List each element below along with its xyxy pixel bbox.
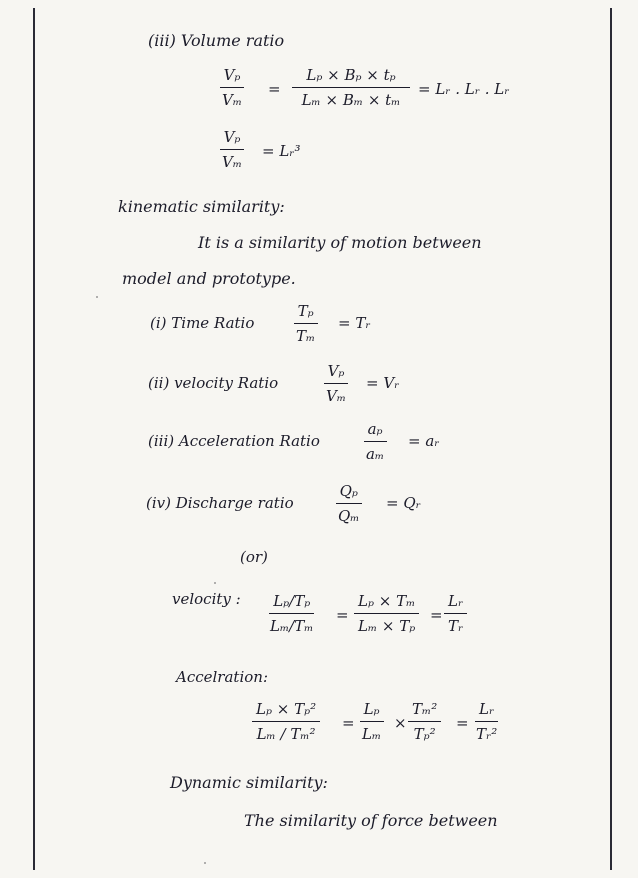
fraction-denominator: Tₘ	[296, 327, 316, 345]
fraction-numerator: Lₚ × Tₘ	[354, 592, 419, 614]
volume-fraction-vp-vm-2	[218, 128, 246, 171]
fraction-denominator: Lₘ × Bₘ × tₘ	[301, 91, 401, 109]
discharge-ratio-result: = Qᵣ	[386, 494, 421, 512]
fraction-numerator: Tₚ	[294, 302, 318, 324]
fraction-denominator: Vₘ	[222, 91, 243, 109]
scan-speck	[214, 582, 216, 584]
or-separator: (or)	[240, 548, 268, 566]
volume-fraction-vp-vm	[218, 66, 246, 109]
acceleration-alt-fraction-4	[472, 700, 501, 743]
fraction-denominator: Lₘ / Tₘ²	[256, 725, 316, 743]
kinematic-similarity-heading: kinematic similarity:	[118, 197, 285, 216]
acceleration-alt-fraction-2	[358, 700, 385, 743]
acceleration-alt-label: Accelration:	[176, 668, 268, 686]
fraction-numerator: Vₚ	[324, 362, 349, 384]
acceleration-ratio-result: = aᵣ	[408, 432, 440, 450]
equals-sign: =	[430, 606, 443, 624]
fraction-numerator: Lₚ/Tₚ	[269, 592, 314, 614]
discharge-ratio-label: (iv) Discharge ratio	[146, 494, 294, 512]
right-margin-line	[610, 8, 612, 870]
kinematic-definition-line-2: model and prototype.	[122, 269, 296, 288]
velocity-ratio-label: (ii) velocity Ratio	[148, 374, 279, 392]
fraction-numerator: Lₚ × Tₚ²	[252, 700, 320, 722]
equals-sign: =	[456, 714, 469, 732]
equals-sign: =	[342, 714, 355, 732]
velocity-ratio-result: = Vᵣ	[366, 374, 400, 392]
volume-ratio-result: = Lᵣ . Lᵣ . Lᵣ	[418, 80, 510, 98]
velocity-alt-fraction-2	[354, 592, 419, 635]
fraction-numerator: aₚ	[364, 420, 387, 442]
fraction-numerator: Vₚ	[220, 128, 245, 150]
fraction-numerator: Lᵣ	[475, 700, 498, 722]
time-ratio-fraction	[292, 302, 319, 345]
discharge-ratio-fraction	[334, 482, 364, 525]
fraction-denominator: Vₘ	[222, 153, 243, 171]
fraction-denominator: Vₘ	[326, 387, 347, 405]
multiply-sign: ×	[394, 714, 407, 732]
acceleration-ratio-label: (iii) Acceleration Ratio	[148, 432, 320, 450]
left-margin-line	[33, 8, 35, 870]
velocity-alt-fraction-3	[444, 592, 467, 635]
time-ratio-result: = Tᵣ	[338, 314, 371, 332]
fraction-denominator: Qₘ	[338, 507, 360, 525]
dynamic-similarity-heading: Dynamic similarity:	[170, 773, 328, 792]
fraction-denominator: Tᵣ	[448, 617, 464, 635]
volume-fraction-dimensions	[292, 66, 410, 109]
fraction-numerator: Vₚ	[220, 66, 245, 88]
acceleration-alt-fraction-3	[408, 700, 441, 743]
velocity-alt-label: velocity :	[172, 590, 241, 608]
fraction-numerator: Qₚ	[336, 482, 362, 504]
fraction-denominator: Lₘ/Tₘ	[270, 617, 314, 635]
equals-sign: =	[336, 606, 349, 624]
scan-speck	[96, 296, 98, 298]
acceleration-alt-fraction-1	[252, 700, 320, 743]
dynamic-definition-line-1: The similarity of force between	[244, 811, 498, 830]
equals-sign: =	[268, 80, 281, 98]
kinematic-definition-line-1: It is a similarity of motion between	[198, 233, 482, 252]
fraction-numerator: Tₘ²	[408, 700, 441, 722]
fraction-denominator: Tₚ²	[413, 725, 436, 743]
acceleration-ratio-fraction	[362, 420, 388, 463]
fraction-numerator: Lₚ × Bₚ × tₚ	[292, 66, 410, 88]
velocity-ratio-fraction	[322, 362, 350, 405]
fraction-denominator: Lₘ	[362, 725, 382, 743]
fraction-numerator: Lₚ	[360, 700, 384, 722]
fraction-numerator: Lᵣ	[444, 592, 467, 614]
fraction-denominator: Lₘ × Tₚ	[358, 617, 416, 635]
fraction-denominator: Tᵣ²	[476, 725, 498, 743]
scan-speck	[204, 862, 206, 864]
velocity-alt-fraction-1	[266, 592, 317, 635]
volume-ratio-cube-result: = Lᵣ³	[262, 142, 301, 160]
time-ratio-label: (i) Time Ratio	[150, 314, 255, 332]
fraction-denominator: aₘ	[366, 445, 385, 463]
volume-ratio-heading: (iii) Volume ratio	[148, 31, 285, 50]
